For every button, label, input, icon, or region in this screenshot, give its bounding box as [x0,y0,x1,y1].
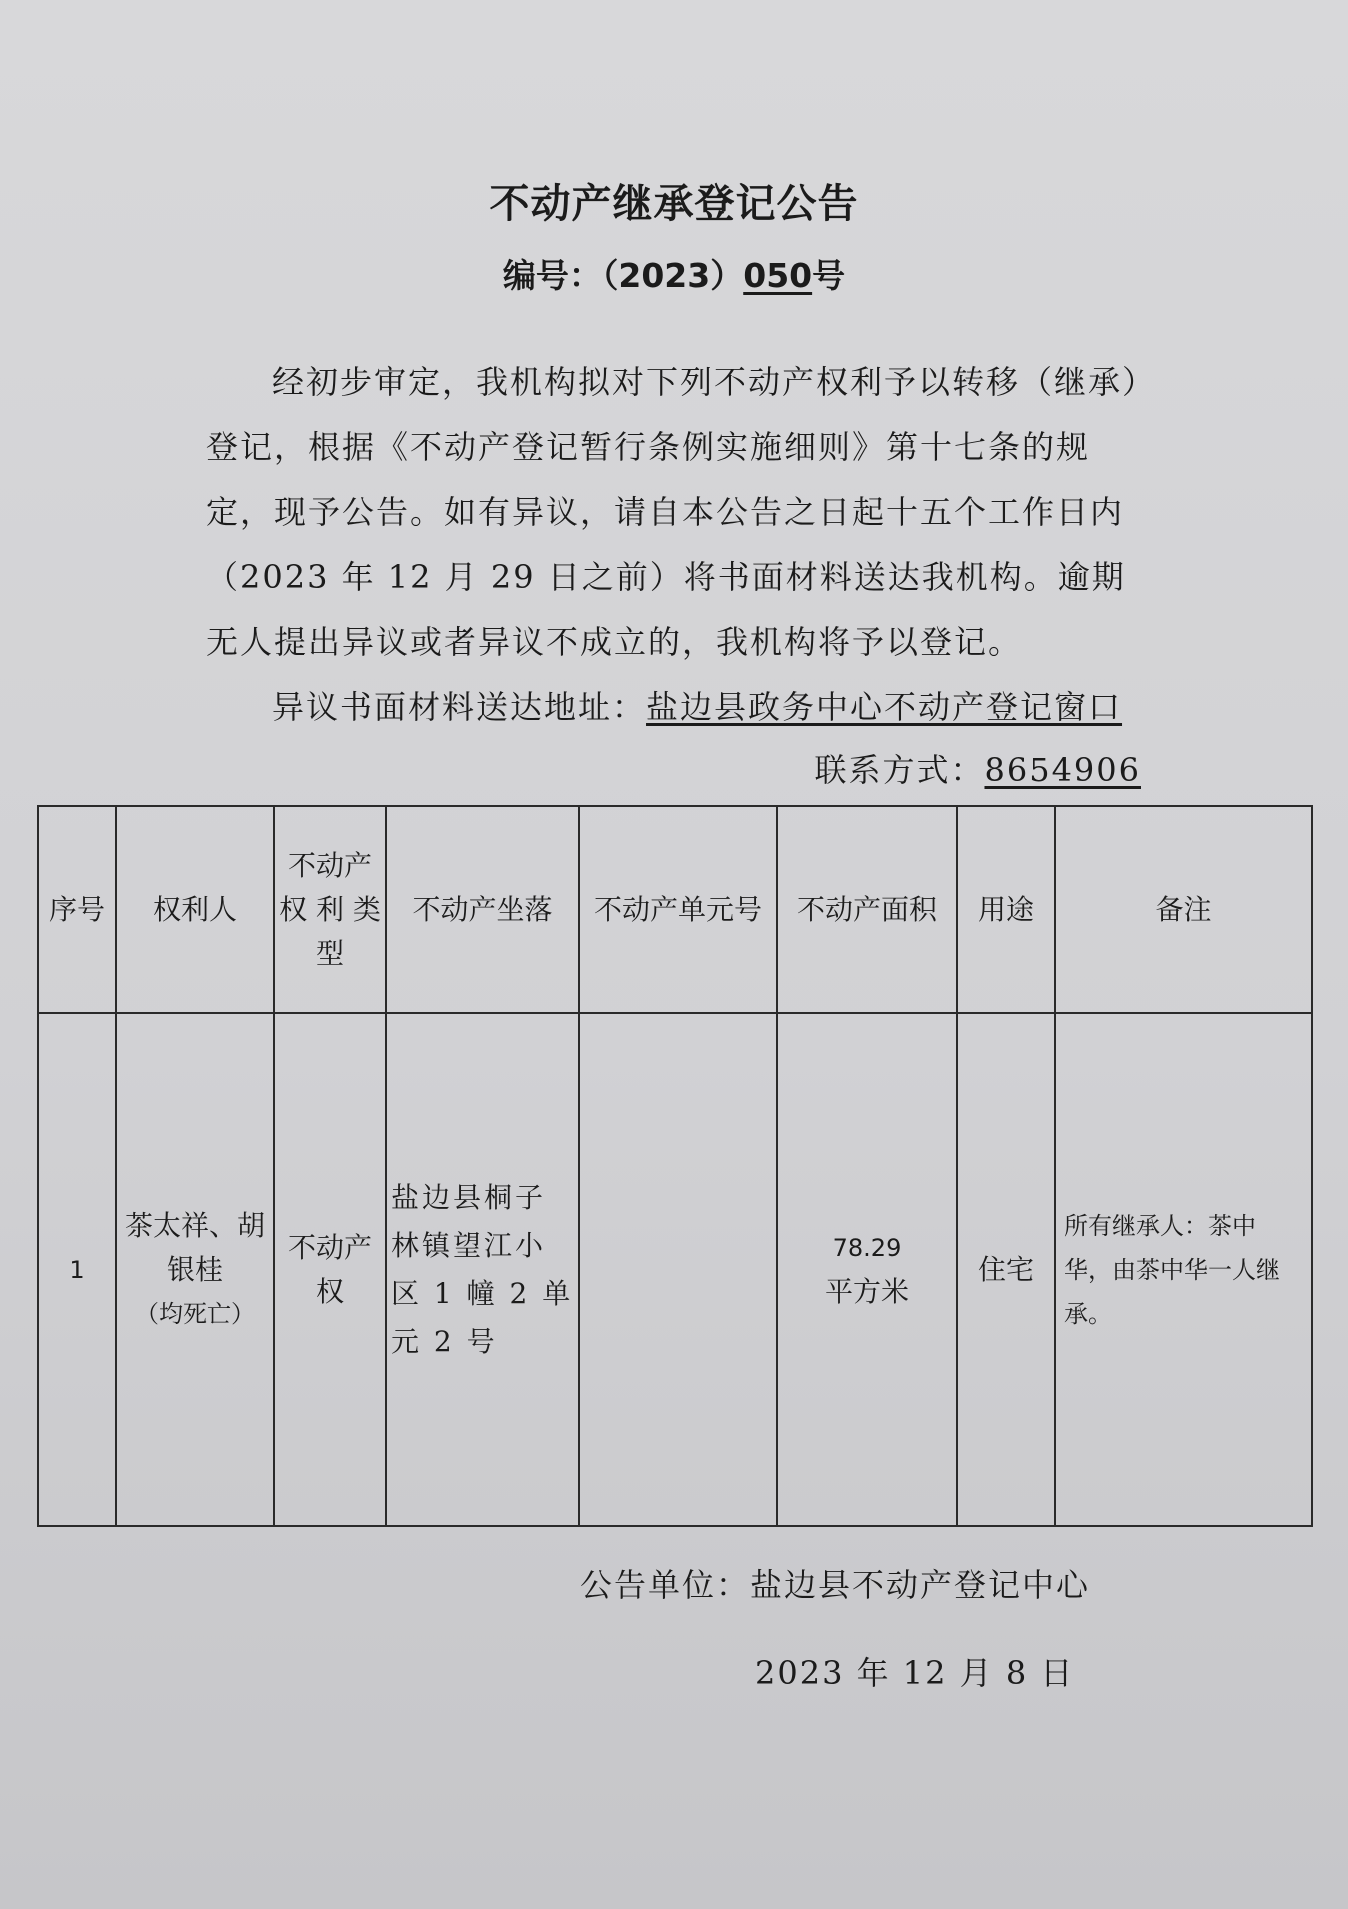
header-unit-no: 不动产单元号 [579,806,777,1013]
cell-area [777,1013,957,1526]
header-holder: 权利人 [116,806,274,1013]
cell-holder [116,1013,274,1526]
cell-remark: 所有继承人：茶中华，由茶中华一人继承。 [1055,1013,1312,1526]
cell-index: 1 [38,1013,116,1526]
issuer-line [580,1560,1090,1606]
header-area: 不动产面积 [777,806,957,1013]
area-unit: 平方米 [824,1274,909,1308]
notice-title: 不动产继承登记公告 [489,181,859,227]
table-header-row [38,806,1312,1013]
table-row [38,1013,1312,1526]
property-table [37,805,1313,1527]
contact-label: 联系方式： [814,751,985,789]
holder-names: 茶太祥、胡银桂 [124,1208,265,1286]
address-value: 盐边县政务中心不动产登记窗口 [646,688,1123,726]
header-index: 序号 [38,806,116,1013]
notice-body [206,350,1141,740]
contact-line [206,745,1141,791]
header-usage: 用途 [957,806,1055,1013]
issuer-value: 盐边县不动产登记中心 [750,1566,1091,1604]
cell-right-type: 不动产权 [274,1013,386,1526]
document-number [0,250,1348,297]
header-remark: 备注 [1055,806,1312,1013]
notice-paragraph: 经初步审定，我机构拟对下列不动产权利予以转移（继承）登记，根据《不动产登记暂行条例实施细则》第十七条的规定，现予公告。如有异议，请自本公告之日起十五个工作日内（2023 年 12 月 29 日之前）将书面材料送达我机构。逾期无人提出异议或者异议不成立的，我机构将予以登记。 [206,363,1141,661]
doc-number-prefix: 编号：（2023） [502,256,744,295]
address-label: 异议书面材料送达地址： [272,688,647,726]
issuer-label: 公告单位： [580,1566,751,1604]
area-value: 78.29 [832,1233,902,1262]
holder-note: （均死亡） [135,1299,255,1328]
header-location: 不动产坐落 [386,806,579,1013]
cell-unit-no [579,1013,777,1526]
header-right-type: 不动产权 利 类 型 [274,806,386,1013]
cell-usage: 住宅 [957,1013,1055,1526]
doc-number-suffix: 号 [812,256,846,295]
doc-number-value: 050 [743,256,813,295]
contact-value: 8654906 [984,751,1141,789]
cell-location: 盐边县桐子林镇望江小区 1 幢 2 单元 2 号 [386,1013,579,1526]
notice-date: 2023 年 12 月 8 日 [755,1654,1075,1692]
address-line [206,675,1141,740]
